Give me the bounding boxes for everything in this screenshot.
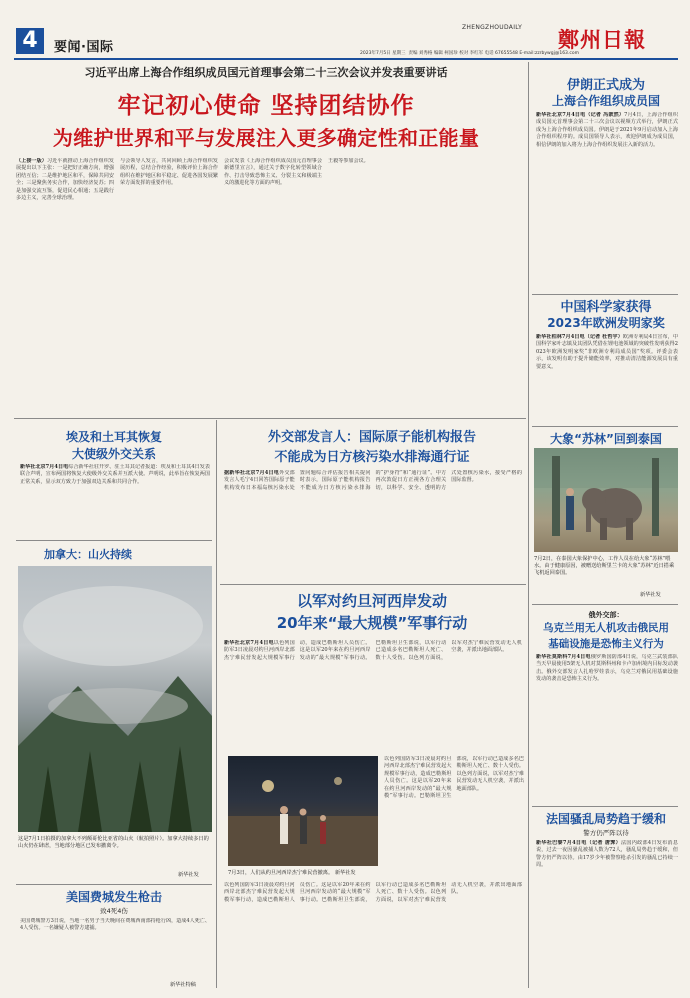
- france-title: 法国骚乱局势趋于缓和: [545, 812, 666, 826]
- science-dateline: 新华社柏林7月4日电（记者 杜哲宇）: [536, 334, 623, 340]
- egypt-rule: [16, 540, 212, 541]
- egypt-title-line1: 埃及和土耳其恢复: [65, 430, 162, 444]
- israel-body: [224, 640, 522, 752]
- iran-title-line2: 上海合作组织成员国: [551, 94, 660, 108]
- france-subtitle: 警方仍严阵以待: [583, 829, 629, 837]
- wildfire-caption: [18, 836, 212, 850]
- elephant-rule: [532, 604, 678, 605]
- main-body-col3: [224, 158, 322, 458]
- shooting-credit: 新华社特稿: [170, 982, 196, 988]
- science-title-line1: 中国科学家获得: [560, 300, 652, 315]
- iran-dateline: 新华社北京7月4日电（记者 冯歆然）: [536, 112, 625, 118]
- wildfire-caption-text: 这是7月1日拍摄的加拿大不列颠哥伦比亚省的山火（航拍照片）。加拿大持续多日的山火仍在肆虐，当地部分地区已发布撤离令。: [18, 836, 209, 850]
- elephant-caption-text: 7月2日，在泰国大象保护中心，工作人员在给大象“苏林”喂水。由于健康原因，被赠送给斯里兰卡的大象“苏林”近日搭乘飞机返回泰国。: [534, 556, 675, 577]
- mid-section-rule: [14, 418, 526, 419]
- france-text: 法国内政部4日发布消息说，过去一夜因骚乱被捕人数为72人，骚乱局势趋于缓和，但警方仍严阵以待。由17岁少年被警察枪杀引发的骚乱已持续一周。: [536, 840, 678, 869]
- israel-body-bottom: [224, 882, 522, 982]
- japan-title-line1: 外交部发言人：国际原子能机构报告: [267, 430, 476, 445]
- elephant-caption: [534, 556, 678, 578]
- elephant-illustration: [534, 448, 678, 552]
- egypt-text: 综合新华社驻开罗、驻土耳其记者报道：埃及和土耳其4日发表联合声明，宣布两国将恢复大使级外交关系并互派大使。声明说，此举旨在恢复两国正常关系，显示双方致力于加强双边关系和共同合作。: [20, 464, 210, 485]
- ukraine-body: [536, 654, 678, 804]
- main-body-2: 与会领导人发言，共同回顾上海合作组织发展历程，总结合作经验，积极评价上海合作组织在维护地区和平稳定、促进各国发展繁荣方面发挥的重要作用。: [120, 158, 218, 187]
- wildfire-rule: [16, 884, 212, 885]
- ukraine-title-line1: 乌克兰用无人机攻击俄民用: [543, 622, 669, 634]
- main-title-line1: 牢记初心使命 坚持团结协作: [117, 93, 415, 119]
- science-body: [536, 334, 678, 424]
- science-rule: [532, 426, 678, 427]
- header-domain: ZHENGZHOUDAILY: [462, 24, 523, 31]
- page-number: 4: [22, 28, 38, 53]
- elephant-photo: [534, 448, 678, 552]
- japan-body: [224, 470, 522, 580]
- masthead-logo: 鄭州日報: [558, 27, 646, 52]
- left-column-divider: [216, 420, 217, 988]
- israel-text: 以色列国防军3日凌晨对约旦河西岸北部杰宁难民营发起大规模军事行动，造成巴勒斯坦人员伤亡。这是以军20年来在约旦河西岸发动的“最大规模”军事行动。巴勒斯坦卫生部说，以军行动已造成多名巴勒斯坦人死亡、数十人受伤。以色列方面说，以军对杰宁难民营发动无人机空袭，并派出地面部队。: [224, 640, 522, 661]
- wildfire-credit: 新华社发: [178, 872, 199, 878]
- israel-photo-caption: [228, 870, 428, 877]
- iran-body: [536, 112, 678, 290]
- israel-illustration: [228, 756, 378, 866]
- ukraine-title-line2: 基础设施是恐怖主义行为: [548, 638, 664, 650]
- ukraine-kicker: 俄外交部：: [588, 611, 624, 619]
- right-column-divider: [528, 62, 529, 988]
- main-kicker: 习近平出席上海合作组织成员国元首理事会第二十三次会议并发表重要讲话: [84, 66, 448, 79]
- elephant-credit: 新华社发: [640, 592, 661, 598]
- egypt-body: [20, 464, 210, 536]
- science-title-line2: 2023年欧洲发明家奖: [547, 316, 665, 330]
- japan-title-line2: 不能成为日方核污染水排海通行证: [274, 450, 470, 465]
- shooting-subtitle: 致4死4伤: [100, 907, 128, 915]
- israel-body-right: [384, 756, 524, 866]
- iran-rule: [532, 294, 678, 295]
- israel-title-line2: 20年来“最大规模”军事行动: [276, 614, 468, 632]
- header-staff: 责编 刘秀格 编辑 柯国珍 校对 李红军 电话 67655548 E-mail:zzrbywgj@163.com: [408, 51, 579, 56]
- japan-rule: [220, 584, 526, 585]
- header-date: 2023年7月5日 星期三: [360, 51, 406, 56]
- ukraine-dateline: 新华社莫斯科7月4日电: [536, 654, 591, 660]
- iran-title-line1: 伊朗正式成为: [566, 78, 645, 93]
- israel-title-line1: 以军对约旦河西岸发动: [296, 592, 447, 610]
- egypt-dateline: 新华社北京7月4日电: [20, 464, 69, 470]
- ukraine-rule: [532, 806, 678, 807]
- wildfire-photo: [18, 566, 212, 832]
- france-dateline: 新华社巴黎7月4日电（记者 唐霁）: [536, 840, 621, 846]
- ukraine-text: 俄罗斯国防部4日说，乌克兰武装部队当天早晨使用5架无人机对莫斯科州和卡卢加州境内目标发动袭击。俄外交部发言人扎哈罗娃表示，乌克兰对俄民用基础设施发动的袭击是恐怖主义行为。: [536, 654, 678, 683]
- israel-credit: 新华社发: [334, 870, 356, 876]
- header-info: [360, 50, 680, 56]
- section-title: 要闻·国际: [54, 40, 114, 55]
- wildfire-illustration: [18, 566, 212, 832]
- japan-dateline: 据新华社北京7月4日电: [224, 470, 280, 476]
- israel-text-bottom: 以色列国防军3日凌晨对约旦河西岸北部杰宁难民营发起大规模军事行动，造成巴勒斯坦人员伤亡。这是以军20年来在约旦河西岸发动的“最大规模”军事行动。巴勒斯坦卫生部说，以军行动已造成多名巴勒斯坦人死亡、数十人受伤。以色列方面说，以军对杰宁难民营发动无人机空袭，并派出地面部队。: [224, 882, 522, 903]
- main-body-col1: [16, 158, 114, 458]
- main-body-3: 会议发表《上海合作组织成员国元首理事会新德里宣言》，通过关于数字化转型领域合作、打击导致恐怖主义、分裂主义和极端主义的激进化等方面的声明。: [224, 158, 322, 187]
- elephant-title: 大象“苏林”回到泰国: [550, 432, 662, 446]
- israel-caption-text: 7月3日，人们从约旦河西岸杰宁难民营撤离。: [228, 870, 334, 876]
- israel-dateline: 新华社北京7月4日电: [224, 640, 274, 646]
- japan-text: 外交部发言人毛宁4日回答国际原子能机构发布日本福岛核污染水处置问题综合评估报告相关提问时表示，国际原子能机构报告不能成为日方核污染水排海的“护身符”和“通行证”。中方再次敦促日方正视各方合理关切，以科学、安全、透明的方式处置核污染水，接受严格的国际监督。: [224, 470, 522, 491]
- main-body-4: 王毅等参加会议。: [328, 158, 369, 164]
- main-body-1: 习近平就推动上海合作组织发展提出以下主张：一是把好正确方向，增强团结互信；二是维护地区和平，保障共同安全；三是聚焦务实合作，加快经济复苏；四是加强交流互鉴，促进民心相通；五是践行多边主义，完善全球治理。: [16, 158, 114, 202]
- header-rule: [14, 58, 678, 60]
- israel-text-continued: 以色列国防军3日凌晨对约旦河西岸北部杰宁难民营发起大规模军事行动，造成巴勒斯坦人员伤亡。这是以军20年来在约旦河西岸发动的“最大规模”军事行动。巴勒斯坦卫生部说，以军行动已造成多名巴勒斯坦人死亡、数十人受伤。以色列方面说，以军对杰宁难民营发动无人机空袭，并派出地面部队。: [384, 756, 524, 800]
- shooting-title: 美国费城发生枪击: [65, 890, 162, 904]
- israel-photo: [228, 756, 378, 866]
- main-body-col2: [120, 158, 218, 458]
- iran-text: 7月4日，上海合作组织成员国元首理事会第二十三次会议以视频方式举行，伊朗正式成为上海合作组织成员国。伊朗是于2021年9月启动加入上海合作组织程序的。成员国领导人表示，欢迎伊朗成为成员国，相信伊朗的加入将为上海合作组织发展注入新的活力。: [536, 112, 678, 148]
- shooting-text: 美国费城警方3日说，当地一名男子当天晚间在费城西南部持枪行凶，造成4人死亡、4人受伤。一名嫌疑人被警方逮捕。: [20, 918, 210, 932]
- france-body: [536, 840, 678, 988]
- main-title-line2: 为维护世界和平与发展注入更多确定性和正能量: [52, 126, 480, 150]
- science-text: 欧洲专利局4日宣布，中国科学家叶志镇及其团队凭借在锂电池领域的突破性发明获得2023年欧洲发明家奖“非欧洲专利局成员国”奖项。评委会表示，该发明有助于提升储能效率，对推动清洁能源发展具有重要意义。: [536, 334, 678, 370]
- wildfire-title: 加拿大：山火持续: [44, 548, 132, 561]
- egypt-title-line2: 大使级外交关系: [71, 447, 156, 461]
- shooting-body: [20, 918, 210, 982]
- main-body-col4: [328, 158, 418, 458]
- main-body-lead: （上接一版）: [16, 158, 47, 164]
